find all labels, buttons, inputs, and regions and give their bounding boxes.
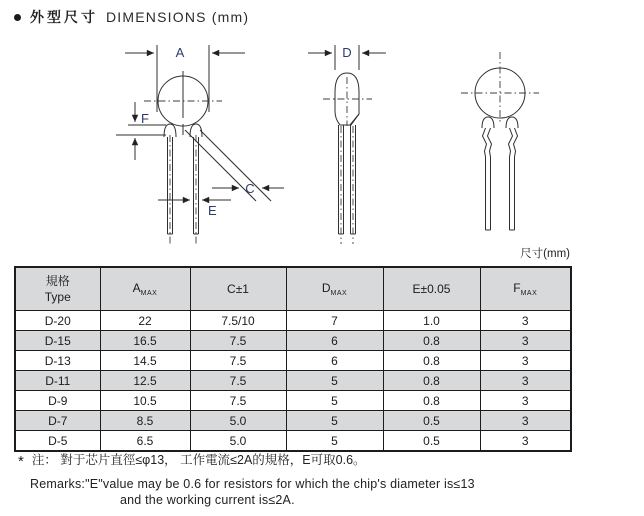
table-row [15,351,571,371]
page-title-zh: 外型尺寸 [30,9,98,25]
cell-a: 22 [100,311,190,331]
cell-f: 3 [480,331,571,351]
table-row [15,431,571,452]
cell-e: 1.0 [383,311,480,331]
cell-f: 3 [480,391,571,411]
table-row [15,311,571,331]
kinked-leads [483,128,518,230]
cell-f: 3 [480,411,571,431]
cell-a: 12.5 [100,371,190,391]
cell-f: 3 [480,311,571,331]
col-header-type-en: Type [44,290,71,304]
note-en-line1: Remarks:"E"value may be 0.6 for resistors for which the chip's diameter is≤13 [30,477,475,491]
cell-f: 3 [480,371,571,391]
cell-d: 6 [286,351,383,371]
dimension-a-lines [125,45,245,112]
table-row [15,391,571,411]
front-view-kinked-diagram [438,38,558,252]
table-row [15,411,571,431]
disc-body [461,52,539,128]
cell-e: 0.8 [383,391,480,411]
component-body [323,73,372,126]
cell-type: D-7 [15,411,100,431]
dimension-c-lines [185,130,284,201]
cell-a: 10.5 [100,391,190,411]
cell-c: 7.5 [190,331,286,351]
cell-c: 7.5 [190,391,286,411]
front-view-diagram [98,38,298,252]
page-title-en: DIMENSIONS (mm) [106,9,250,25]
bullet-icon [14,14,21,21]
col-header-f: $F_{MAX}$ [480,267,571,311]
cell-f: 3 [480,431,571,452]
cell-type: D-11 [15,371,100,391]
cell-a: 14.5 [100,351,190,371]
cell-d: 5 [286,431,383,452]
cell-type: D-5 [15,431,100,452]
cell-e: 0.8 [383,331,480,351]
unit-label: 尺寸(mm) [520,248,570,260]
cell-d: 7 [286,311,383,331]
cell-c: 5.0 [190,411,286,431]
table-row [15,331,571,351]
cell-f: 3 [480,351,571,371]
cell-d: 5 [286,391,383,411]
dim-label-f: F [141,111,149,126]
cell-c: 7.5 [190,351,286,371]
cell-d: 5 [286,411,383,431]
cell-e: 0.8 [383,351,480,371]
col-header-c: C±1 [190,267,286,311]
col-header-d: $D_{MAX}$ [286,267,383,311]
note-zh-text: 注： 對于芯片直徑≤φ13， 工作電流≤2A的規格，E可取0.6。 [31,453,366,467]
cell-d: 6 [286,331,383,351]
cell-a: 8.5 [100,411,190,431]
cell-d: 5 [286,371,383,391]
table-header-row [15,267,571,311]
cell-e: 0.5 [383,431,480,452]
leads [168,135,199,245]
dim-label-c: C [245,181,255,196]
dim-label-e: E [208,203,217,218]
table-row [15,371,571,391]
dim-label-d: D [342,45,352,60]
cell-a: 16.5 [100,331,190,351]
cell-e: 0.8 [383,371,480,391]
col-header-type-zh: 規格 [45,273,70,288]
dim-label-a: A [175,45,185,60]
cell-e: 0.5 [383,411,480,431]
side-view-diagram [293,38,423,252]
cell-c: 7.5 [190,371,286,391]
col-header-a: $A_{MAX}$ [100,267,190,311]
cell-type: D-15 [15,331,100,351]
cell-a: 6.5 [100,431,190,452]
cell-type: D-9 [15,391,100,411]
col-header-type [15,267,100,311]
cell-c: 5.0 [190,431,286,452]
cell-c: 7.5/10 [190,311,286,331]
note-zh-row [16,450,475,470]
leads [339,125,356,244]
page-title [14,7,249,27]
col-header-e: E±0.05 [383,267,480,311]
dimensions-table [14,266,572,452]
note-en-line2: and the working current is≤2A. [120,493,295,507]
disc-body [144,71,222,137]
cell-type: D-20 [15,311,100,331]
cell-type: D-13 [15,351,100,371]
footnotes [16,450,475,507]
asterisk-marker: * [18,453,24,470]
